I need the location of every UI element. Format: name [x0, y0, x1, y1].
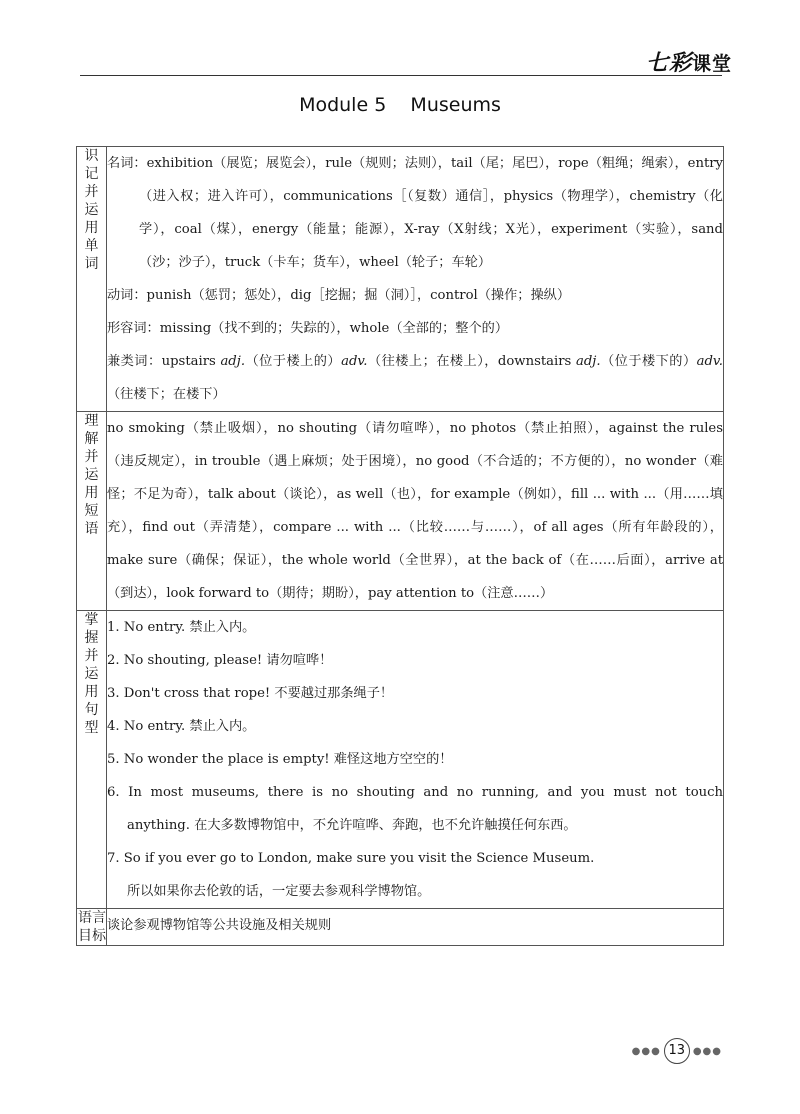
- brand-logo: [646, 46, 732, 77]
- phrases-label-cell: [77, 412, 107, 611]
- sentences-row: [77, 611, 724, 909]
- goal-row: [77, 909, 724, 946]
- logo-part1: 七彩: [645, 51, 692, 76]
- sentence-item: 6. In most museums, there is no shouting and no running, and you must not touch anything. 在大多数博物馆中，不允许喧哗、奔跑，也不允许触摸任何东西。: [107, 785, 723, 833]
- multi-part: 兼类词：upstairs: [107, 354, 221, 369]
- words-label: 识记并运用单词: [84, 148, 99, 272]
- phrases-row: [77, 412, 724, 611]
- pos-adj: adj.: [220, 354, 246, 369]
- phrases-text: no smoking（禁止吸烟），no shouting（请勿喧哗），no photos（禁止拍照），against the rules（违反规定），in trouble（遇上麻烦；处于困境），no good（不合适的；不方便的），no wonder（难怪；不足为奇），talk about（谈论），as well（也），for example（例如），fill ... with ...（用……填充），find out（弄清楚），compare ... with ...（比较……与……），of all ages（所有年龄段的），make sure（确保；保证），the whole world（全世界），at the back of（在……后面），arrive at（到达），look forward to（期待；期盼），pay attention to（注意……）: [107, 421, 723, 601]
- goal-label-cell: [77, 909, 107, 946]
- goal-label: 语言目标: [78, 910, 106, 944]
- logo-part2: 课堂: [691, 53, 732, 75]
- sentence-item: 4. No entry. 禁止入内。: [107, 719, 256, 734]
- phrases-content: [107, 412, 724, 611]
- goal-text: 谈论参观博物馆等公共设施及相关规则: [107, 918, 332, 933]
- pos-adv: adv.: [341, 354, 368, 369]
- page-number-badge: [632, 1038, 722, 1064]
- multi-part: （往楼下；在楼下）: [107, 387, 226, 402]
- header-rule: [80, 75, 722, 76]
- words-content: [107, 147, 724, 412]
- multi-part: （位于楼上的）: [245, 354, 342, 369]
- multi-class-text: [107, 345, 723, 411]
- pos-adj: adj.: [575, 354, 601, 369]
- sentence-item: 2. No shouting, please! 请勿喧哗！: [107, 653, 333, 668]
- adjectives-text: 形容词：missing（找不到的；失踪的），whole（全部的；整个的）: [107, 321, 509, 336]
- dots-icon: ●●●: [692, 1045, 722, 1057]
- pos-adv: adv.: [696, 354, 723, 369]
- verbs-text: 动词：punish（惩罚；惩处），dig［挖掘；掘（洞）］，control（操作；操纵）: [107, 288, 571, 303]
- page-number: 13: [664, 1038, 690, 1064]
- multi-part: （往楼上；在楼上），downstairs: [367, 354, 576, 369]
- words-row: [77, 147, 724, 412]
- sentences-content: [107, 611, 724, 909]
- goal-content: [107, 909, 724, 946]
- multi-part: （位于楼下的）: [600, 354, 697, 369]
- sentences-label-cell: [77, 611, 107, 909]
- page-title: Module 5 Museums: [299, 94, 501, 116]
- sentence-translation: 所以如果你去伦敦的话，一定要去参观科学博物馆。: [127, 884, 431, 899]
- sentence-item: 3. Don't cross that rope! 不要越过那条绳子！: [107, 686, 394, 701]
- nouns-text: 名词：exhibition（展览；展览会），rule（规则；法则），tail（尾；尾巴），rope（粗绳；绳索），entry（进入权；进入许可），communications［（复数）通信］，physics（物理学），chemistry（化学），coal（煤），energy（能量；能源），X-ray（X射线；X光），experiment（实验），sand（沙；沙子），truck（卡车；货车），wheel（轮子；车轮）: [107, 156, 723, 270]
- lesson-table: [76, 146, 724, 946]
- sentence-item: 7. So if you ever go to London, make sure you visit the Science Museum.: [107, 851, 595, 866]
- sentence-item: 1. No entry. 禁止入内。: [107, 620, 256, 635]
- sentences-label: 掌握并运用句型: [84, 612, 99, 736]
- words-label-cell: [77, 147, 107, 412]
- sentence-item: 5. No wonder the place is empty! 难怪这地方空空的！: [107, 752, 453, 767]
- phrases-label: 理解并运用短语: [84, 413, 99, 537]
- dots-icon: ●●●: [631, 1045, 661, 1057]
